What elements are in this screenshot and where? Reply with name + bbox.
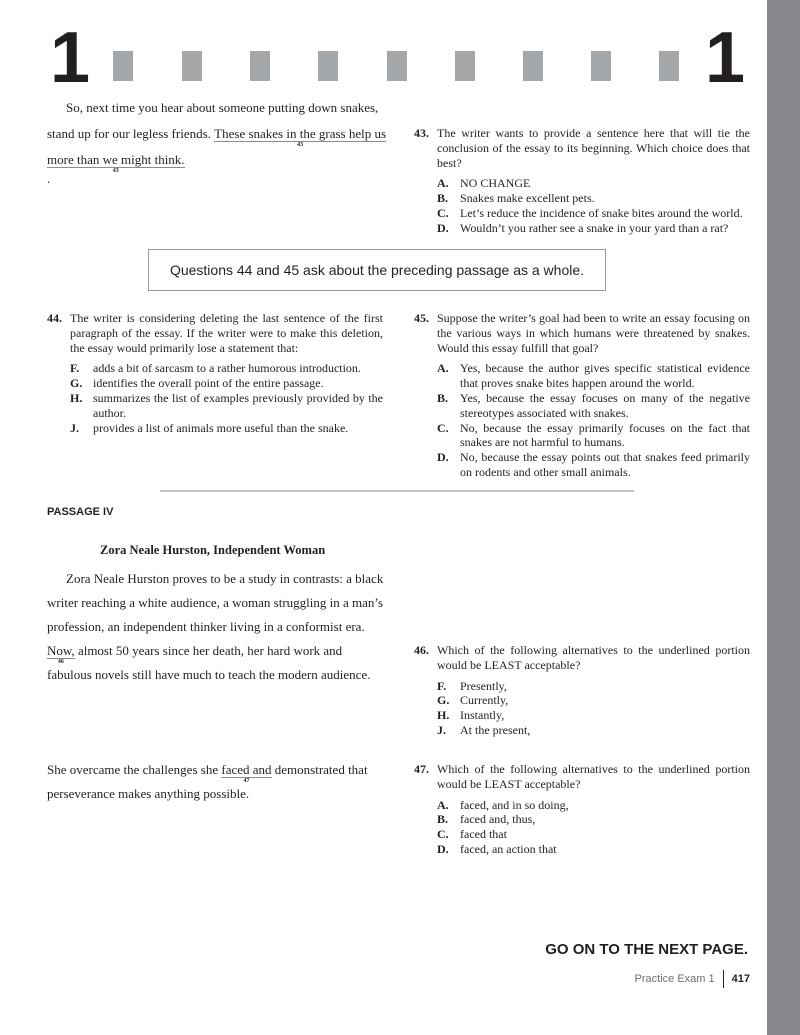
passage-line (47, 148, 387, 172)
answer-choice[interactable]: J. provides a list of animals more useful than the snake. (70, 420, 349, 435)
question-number: 46. (414, 643, 429, 657)
passage-line: She overcame the challenges she faced and 47 demonstrated that (47, 762, 368, 784)
instruction-text: Questions 44 and 45 ask about the preceding passage as a whole. (169, 262, 585, 278)
question-number: 47. (414, 762, 429, 776)
section-number-right: 1 (705, 18, 744, 98)
question-47 (414, 762, 750, 857)
passage-line: profession, an independent thinker living in a conformist era. (47, 619, 365, 634)
answer-choice[interactable]: J. At the present, (437, 722, 531, 737)
footer-separator (723, 970, 724, 988)
page-number: 417 (731, 973, 750, 985)
question-stem: The writer wants to provide a sentence here that will tie the conclusion of the essay to its beginning. Which choice does that best? (437, 126, 750, 170)
underlined-portion-43[interactable]: more than we might think. 43 (47, 152, 185, 174)
answer-choice[interactable]: D. faced, an action that (437, 841, 557, 856)
passage-iv-paragraph-2 (47, 758, 392, 806)
question-stem: Which of the following alternatives to the underlined portion would be LEAST acceptable? (437, 643, 750, 672)
answer-choice[interactable]: G. Currently, (437, 693, 509, 708)
answer-choice[interactable]: B. faced and, thus, (437, 812, 536, 827)
answer-choice[interactable]: A. Yes, because the author gives specific statistical evidence that proves snake bites happen around the world. (437, 361, 750, 391)
answer-choice[interactable]: A. faced, and in so doing, (437, 797, 569, 812)
passage-iii-ending (47, 96, 387, 186)
answer-choice[interactable]: H. Instantly, (437, 708, 505, 723)
answer-choice[interactable]: D. No, because the essay points out that snakes feed primarily on rodents and other small animals. (437, 450, 750, 479)
instruction-box (148, 249, 606, 291)
question-marker: 47 (243, 778, 250, 784)
question-stem: Suppose the writer’s goal had been to write an essay focusing on the various ways in which humans were threatened by snakes. Would this essay fulfill that goal? (437, 311, 750, 355)
passage-line: writer reaching a white audience, a woman struggling in a man’s (47, 595, 384, 610)
question-marker: 43 (297, 142, 304, 148)
question-46 (414, 643, 750, 738)
passage-line: So, next time you hear about someone putting down snakes, (66, 100, 379, 115)
section-divider (160, 490, 634, 492)
section-square (591, 51, 611, 81)
answer-choice[interactable]: F. Presently, (437, 678, 507, 693)
passage-line: Now, 46 almost 50 years since her death, her hard work and (47, 643, 343, 665)
section-square (659, 51, 679, 81)
trailing-period: . (47, 171, 51, 186)
section-square (387, 51, 407, 81)
passage-line: fabulous novels still have much to teach the modern audience. (47, 667, 371, 682)
answer-choice[interactable]: G. identifies the overall point of the entire passage. (70, 376, 324, 391)
answer-choice[interactable]: B. Yes, because the essay focuses on many of the negative stereotypes associated with snakes. (437, 390, 750, 420)
section-square (250, 51, 270, 81)
answer-choice[interactable]: H. summarizes the list of examples previously provided by the author. (70, 390, 383, 420)
question-marker: 43 (112, 168, 119, 174)
question-45 (414, 311, 750, 480)
question-number: 44. (47, 311, 62, 325)
underlined-portion-43[interactable]: These snakes in the grass help us 43 (214, 126, 387, 148)
question-43 (414, 126, 750, 236)
go-on-notice: GO ON TO THE NEXT PAGE. (545, 941, 748, 958)
passage-title: Zora Neale Hurston, Independent Woman (100, 543, 326, 557)
section-number-left: 1 (50, 18, 89, 98)
section-square (523, 51, 543, 81)
passage-line: Zora Neale Hurston proves to be a study in contrasts: a black (66, 571, 384, 586)
answer-choice[interactable]: D. Wouldn’t you rather see a snake in your yard than a rat? (437, 220, 729, 235)
answer-choice[interactable]: A. NO CHANGE (437, 176, 531, 191)
answer-choice[interactable]: B. Snakes make excellent pets. (437, 191, 595, 206)
passage-line: stand up for our legless friends. These snakes in the grass help us 43 (47, 126, 387, 148)
question-number: 43. (414, 126, 429, 140)
underlined-portion-47[interactable]: faced and 47 (221, 762, 272, 784)
answer-choice[interactable]: C. Let’s reduce the incidence of snake bites around the world. (437, 205, 743, 220)
question-stem: The writer is considering deleting the last sentence of the first paragraph of the essay. If the writer were to make this deletion, the essay would primarily lose a statement that: (70, 311, 383, 355)
question-number: 45. (414, 311, 429, 325)
question-44 (47, 311, 383, 435)
underlined-portion-46[interactable]: Now, 46 (47, 643, 75, 665)
answer-choice[interactable]: C. No, because the essay primarily focuses on the fact that snakes are not harmful to humans. (437, 420, 750, 450)
answer-choice[interactable]: C. faced that (437, 827, 507, 842)
section-square (182, 51, 202, 81)
page-footer (635, 970, 750, 988)
passage-label: PASSAGE IV (47, 506, 114, 518)
passage-line: perseverance makes anything possible. (47, 786, 250, 801)
footer-label: Practice Exam 1 (634, 973, 715, 985)
page-edge-strip (767, 0, 800, 1035)
passage-iv-paragraph-1 (47, 567, 392, 687)
section-square (455, 51, 475, 81)
question-marker: 46 (57, 659, 64, 665)
answer-choice[interactable]: F. adds a bit of sarcasm to a rather humorous introduction. (70, 361, 361, 376)
section-square (113, 51, 133, 81)
section-square (318, 51, 338, 81)
question-stem: Which of the following alternatives to the underlined portion would be LEAST acceptable? (437, 762, 750, 791)
